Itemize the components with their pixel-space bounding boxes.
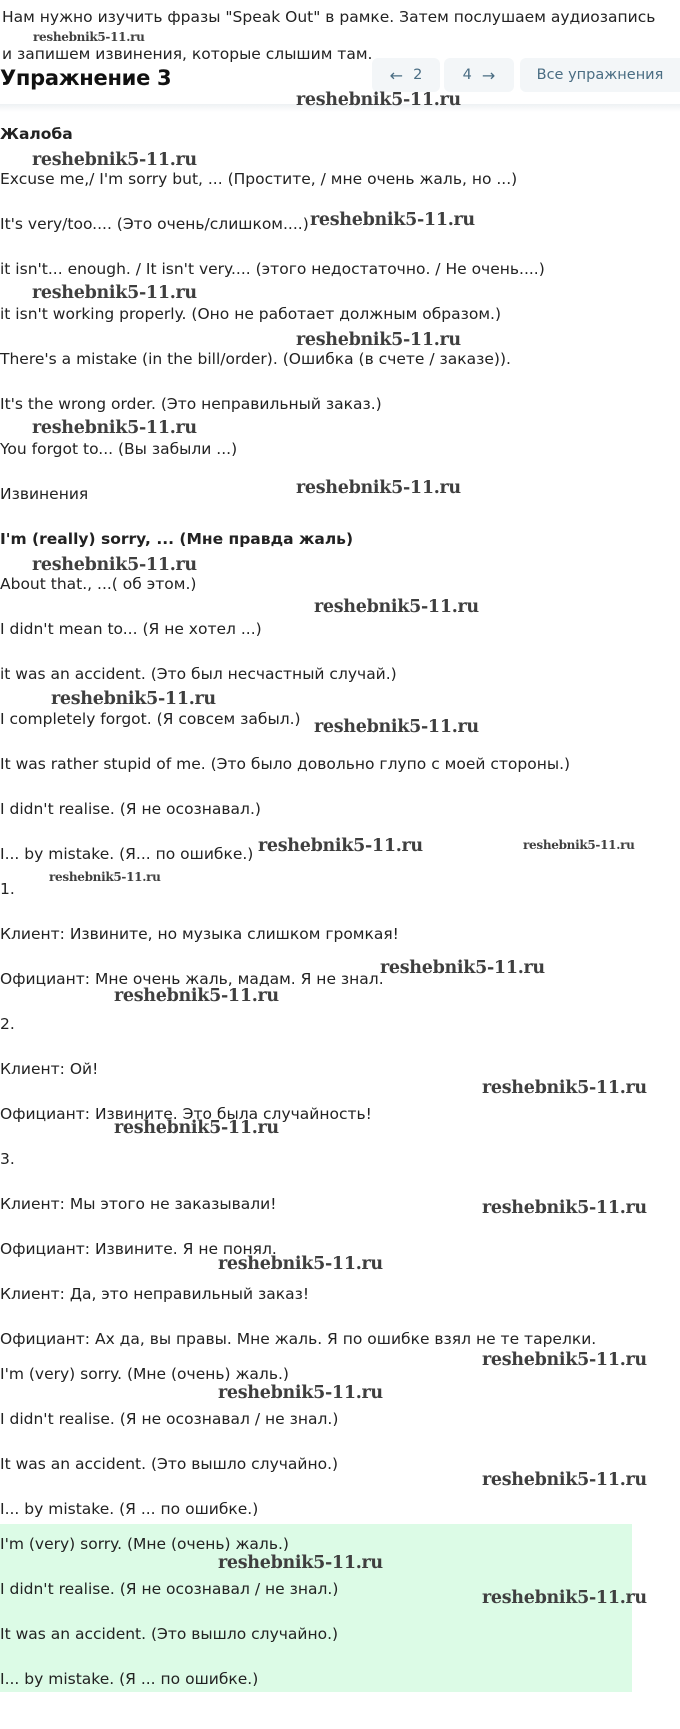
watermark: reshebnik5-11.ru bbox=[523, 838, 635, 852]
dialogue-line: Официант: Извините. Это была случайность! bbox=[0, 1105, 372, 1123]
watermark: reshebnik5-11.ru bbox=[296, 478, 461, 498]
all-exercises-label: Все упражнения bbox=[536, 67, 664, 83]
text-line: I didn't realise. (Я не осознавал / не знал.) bbox=[0, 1410, 339, 1428]
text-line: There's a mistake (in the bill/order). (Ошибка (в счете / заказе)). bbox=[0, 350, 511, 368]
watermark: reshebnik5-11.ru bbox=[296, 90, 461, 110]
text-line: I... by mistake. (Я ... по ошибке.) bbox=[0, 1500, 259, 1518]
intro-line-1: Нам нужно изучить фразы "Speak Out" в рамке. Затем послушаем аудиозапись bbox=[2, 8, 656, 26]
watermark: reshebnik5-11.ru bbox=[49, 870, 161, 884]
dialogue-line: Клиент: Извините, но музыка слишком громкая! bbox=[0, 925, 399, 943]
dialogue-number: 1. bbox=[0, 880, 15, 898]
dialogue-number: 3. bbox=[0, 1150, 15, 1168]
arrow-left-icon: ← bbox=[389, 65, 404, 85]
text-line: I didn't realise. (Я не осознавал.) bbox=[0, 800, 261, 818]
watermark: reshebnik5-11.ru bbox=[482, 1588, 647, 1608]
section-heading-complaint: Жалоба bbox=[0, 125, 73, 143]
intro-line-2: и запишем извинения, которые слышим там. bbox=[2, 45, 373, 63]
watermark: reshebnik5-11.ru bbox=[51, 689, 216, 709]
answer-line: I didn't realise. (Я не осознавал / не знал.) bbox=[0, 1580, 339, 1598]
watermark: reshebnik5-11.ru bbox=[114, 986, 279, 1006]
text-line: I completely forgot. (Я совсем забыл.) bbox=[0, 710, 301, 728]
watermark: reshebnik5-11.ru bbox=[218, 1254, 383, 1274]
section-heading-apology: Извинения bbox=[0, 485, 89, 503]
prev-exercise-button[interactable] bbox=[372, 58, 440, 92]
text-line: About that., ...( об этом.) bbox=[0, 575, 197, 593]
text-line: You forgot to... (Вы забыли ...) bbox=[0, 440, 238, 458]
dialogue-line: Клиент: Да, это неправильный заказ! bbox=[0, 1285, 310, 1303]
watermark: reshebnik5-11.ru bbox=[32, 418, 197, 438]
prev-exercise-label: 2 bbox=[413, 67, 423, 83]
watermark: reshebnik5-11.ru bbox=[314, 597, 479, 617]
watermark: reshebnik5-11.ru bbox=[380, 958, 545, 978]
dialogue-line: Клиент: Ой! bbox=[0, 1060, 99, 1078]
all-exercises-button[interactable] bbox=[520, 58, 680, 92]
watermark: reshebnik5-11.ru bbox=[482, 1350, 647, 1370]
answer-line: It was an accident. (Это вышло случайно.) bbox=[0, 1625, 339, 1643]
next-exercise-label: 4 bbox=[462, 67, 472, 83]
dialogue-line: Официант: Ах да, вы правы. Мне жаль. Я по ошибке взял не те тарелки. bbox=[0, 1330, 597, 1348]
dialogue-line: Официант: Мне очень жаль, мадам. Я не знал. bbox=[0, 970, 384, 988]
dialogue-line: Клиент: Мы этого не заказывали! bbox=[0, 1195, 277, 1213]
arrow-right-icon: → bbox=[481, 65, 496, 85]
answer-line: I'm (very) sorry. (Мне (очень) жаль.) bbox=[0, 1535, 289, 1553]
watermark: reshebnik5-11.ru bbox=[218, 1553, 383, 1573]
text-line: It's the wrong order. (Это неправильный заказ.) bbox=[0, 395, 382, 413]
watermark: reshebnik5-11.ru bbox=[32, 283, 197, 303]
page-title: Упражнение 3 bbox=[0, 66, 172, 90]
watermark: reshebnik5-11.ru bbox=[33, 30, 145, 44]
text-line: it isn't working properly. (Оно не работает должным образом.) bbox=[0, 305, 502, 323]
text-line: I didn't mean to... (Я не хотел ...) bbox=[0, 620, 262, 638]
watermark: reshebnik5-11.ru bbox=[114, 1118, 279, 1138]
watermark: reshebnik5-11.ru bbox=[482, 1470, 647, 1490]
dialogue-number: 2. bbox=[0, 1015, 15, 1033]
text-line: It was an accident. (Это вышло случайно.) bbox=[0, 1455, 339, 1473]
text-line: it was an accident. (Это был несчастный случай.) bbox=[0, 665, 397, 683]
text-line: Excuse me,/ I'm sorry but, ... (Простите, / мне очень жаль, но ...) bbox=[0, 170, 518, 188]
answer-line: I... by mistake. (Я ... по ошибке.) bbox=[0, 1670, 259, 1688]
text-line: I'm (very) sorry. (Мне (очень) жаль.) bbox=[0, 1365, 289, 1383]
next-exercise-button[interactable] bbox=[444, 58, 514, 92]
text-line: it isn't... enough. / It isn't very.... (этого недостаточно. / Не очень....) bbox=[0, 260, 545, 278]
watermark: reshebnik5-11.ru bbox=[32, 555, 197, 575]
watermark: reshebnik5-11.ru bbox=[296, 330, 461, 350]
watermark: reshebnik5-11.ru bbox=[482, 1198, 647, 1218]
text-line-bold: I'm (really) sorry, ... (Мне правда жаль) bbox=[0, 530, 354, 548]
text-line: It was rather stupid of me. (Это было довольно глупо с моей стороны.) bbox=[0, 755, 571, 773]
text-line: It's very/too.... (Это очень/слишком....) bbox=[0, 215, 309, 233]
watermark: reshebnik5-11.ru bbox=[482, 1078, 647, 1098]
watermark: reshebnik5-11.ru bbox=[32, 150, 197, 170]
watermark: reshebnik5-11.ru bbox=[218, 1383, 383, 1403]
text-line: I... by mistake. (Я... по ошибке.) bbox=[0, 845, 254, 863]
watermark: reshebnik5-11.ru bbox=[258, 836, 423, 856]
watermark: reshebnik5-11.ru bbox=[314, 717, 479, 737]
watermark: reshebnik5-11.ru bbox=[310, 210, 475, 230]
dialogue-line: Официант: Извините. Я не понял. bbox=[0, 1240, 277, 1258]
